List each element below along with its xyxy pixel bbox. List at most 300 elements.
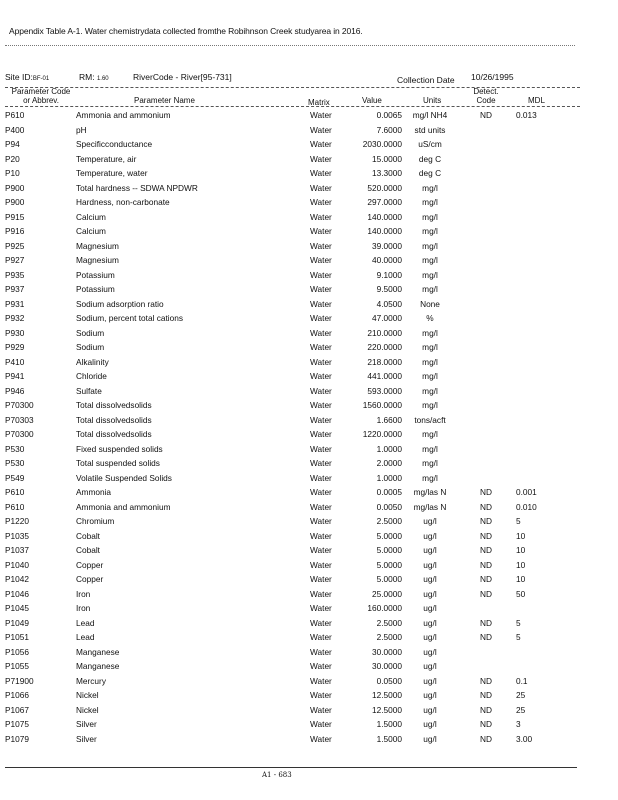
cell-matrix: Water (310, 313, 332, 323)
cell-units: mg/l (422, 284, 438, 294)
page-number: A1 - 683 (262, 771, 292, 779)
cell-parameter-name: Calcium (76, 211, 106, 222)
cell-value: 40.0000 (372, 255, 402, 265)
cell-units: mg/l (422, 400, 438, 410)
cell-parameter-name: Ammonia and ammonium (76, 501, 171, 512)
cell-parameter-code: P1040 (5, 559, 29, 570)
cell-value: 2.5000 (376, 617, 402, 628)
cell-matrix: Water (310, 588, 332, 599)
cell-units: None (420, 298, 440, 309)
cell-parameter-name: Silver (76, 719, 97, 729)
table-row (0, 211, 618, 226)
cell-matrix: Water (310, 646, 332, 657)
cell-value: 210.0000 (367, 327, 402, 338)
table-row (0, 399, 618, 414)
cell-parameter-code: P530 (5, 443, 25, 454)
table-row (0, 269, 618, 284)
cell-parameter-code: P10 (5, 168, 20, 178)
cell-parameter-code: P946 (5, 385, 25, 396)
cell-matrix: Water (310, 342, 332, 352)
cell-parameter-code: P1075 (5, 719, 29, 729)
cell-units: ug/l (423, 675, 437, 686)
col-header-detect-line2: Code (476, 96, 496, 105)
cell-matrix: Water (310, 197, 332, 207)
cell-parameter-code: P1220 (5, 516, 29, 526)
cell-units: mg/l (422, 356, 438, 367)
table-row (0, 254, 618, 269)
cell-parameter-code: P925 (5, 240, 25, 251)
cell-value: 5.0000 (376, 530, 402, 541)
cell-parameter-name: Fixed suspended solids (76, 443, 163, 454)
col-header-code-line2: or Abbrev. (23, 96, 59, 105)
cell-parameter-name: Nickel (76, 690, 99, 700)
rm-label: RM: (79, 72, 95, 82)
cell-parameter-name: Total dissolvedsolids (76, 429, 152, 439)
cell-units: ug/l (423, 632, 437, 642)
site-id-value: BF-01 (32, 76, 50, 82)
cell-matrix: Water (310, 501, 332, 512)
cell-parameter-code: P927 (5, 255, 25, 265)
cell-units: uS/cm (418, 139, 442, 149)
cell-parameter-name: Lead (76, 617, 95, 628)
cell-detect-code: ND (480, 733, 492, 744)
site-id-label: Site ID: (5, 72, 33, 82)
cell-value: 1220.0000 (362, 429, 402, 439)
table-row (0, 167, 618, 182)
cell-parameter-code: P935 (5, 269, 25, 280)
cell-matrix: Water (310, 704, 332, 715)
cell-detect-code: ND (480, 545, 492, 555)
cell-detect-code: ND (480, 675, 492, 686)
cell-detect-code: ND (480, 719, 492, 729)
cell-matrix: Water (310, 545, 332, 555)
cell-units: mg/l (422, 226, 438, 236)
cell-value: 5.0000 (376, 545, 402, 555)
cell-matrix: Water (310, 458, 332, 468)
cell-units: ug/l (423, 690, 437, 700)
river-code: RiverCode - River[95-731] (133, 72, 232, 82)
cell-value: 0.0050 (376, 501, 402, 512)
col-header-name: Parameter Name (134, 96, 195, 105)
cell-mdl: 3.00 (516, 733, 533, 744)
cell-matrix: Water (310, 298, 332, 309)
rm-value: 1.60 (96, 76, 109, 82)
cell-matrix: Water (310, 661, 332, 671)
cell-parameter-name: Cobalt (76, 545, 100, 555)
cell-parameter-name: Chromium (76, 516, 115, 526)
table-row (0, 530, 618, 545)
cell-parameter-name: Alkalinity (76, 356, 109, 367)
cell-mdl: 0.1 (516, 675, 528, 686)
cell-detect-code: ND (480, 110, 492, 120)
cell-mdl: 0.001 (516, 487, 537, 497)
table-row (0, 646, 618, 661)
cell-parameter-code: P1056 (5, 646, 29, 657)
cell-parameter-code: P1035 (5, 530, 29, 541)
table-row (0, 573, 618, 588)
table-row (0, 225, 618, 240)
cell-matrix: Water (310, 603, 332, 613)
cell-mdl: 10 (516, 574, 526, 584)
site-id (5, 72, 49, 82)
cell-parameter-name: Manganese (76, 661, 120, 671)
cell-detect-code: ND (480, 487, 492, 497)
cell-parameter-code: P932 (5, 313, 25, 323)
cell-value: 25.0000 (372, 588, 402, 599)
cell-parameter-code: P20 (5, 153, 20, 164)
table-row (0, 356, 618, 371)
cell-mdl: 25 (516, 690, 526, 700)
cell-mdl: 0.013 (516, 110, 537, 120)
cell-value: 1.0000 (376, 472, 402, 483)
table-row (0, 138, 618, 153)
cell-value: 0.0065 (376, 110, 402, 120)
cell-value: 1.6600 (376, 414, 402, 425)
cell-detect-code: ND (480, 530, 492, 541)
footer-divider (5, 767, 577, 768)
cell-units: mg/l (422, 342, 438, 352)
cell-value: 5.0000 (376, 574, 402, 584)
cell-parameter-name: Calcium (76, 226, 106, 236)
cell-parameter-code: P71900 (5, 675, 34, 686)
header-bottom-divider (5, 106, 580, 107)
cell-units: mg/l (422, 429, 438, 439)
cell-matrix: Water (310, 400, 332, 410)
cell-parameter-name: Silver (76, 733, 97, 744)
table-row (0, 602, 618, 617)
cell-parameter-code: P1051 (5, 632, 29, 642)
cell-value: 9.5000 (376, 284, 402, 294)
table-row (0, 718, 618, 733)
cell-parameter-name: Sodium (76, 327, 105, 338)
cell-mdl: 10 (516, 545, 526, 555)
cell-matrix: Water (310, 284, 332, 294)
cell-units: mg/l (422, 472, 438, 483)
cell-mdl: 10 (516, 559, 526, 570)
table-row (0, 733, 618, 748)
cell-units: mg/l (422, 182, 438, 193)
table-row (0, 472, 618, 487)
cell-parameter-name: Potassium (76, 284, 115, 294)
cell-matrix: Water (310, 719, 332, 729)
cell-value: 218.0000 (367, 356, 402, 367)
cell-matrix: Water (310, 443, 332, 454)
cell-value: 30.0000 (372, 661, 402, 671)
cell-units: mg/l (422, 269, 438, 280)
cell-parameter-name: Specificconductance (76, 139, 153, 149)
cell-matrix: Water (310, 516, 332, 526)
cell-parameter-code: P70300 (5, 429, 34, 439)
cell-value: 47.0000 (372, 313, 402, 323)
cell-matrix: Water (310, 153, 332, 164)
table-row (0, 109, 618, 124)
cell-matrix: Water (310, 414, 332, 425)
cell-value: 13.3000 (372, 168, 402, 178)
river-mile (79, 72, 109, 82)
cell-units: ug/l (423, 617, 437, 628)
cell-units: mg/l (422, 197, 438, 207)
cell-parameter-code: P530 (5, 458, 25, 468)
cell-value: 520.0000 (367, 182, 402, 193)
table-row (0, 515, 618, 530)
cell-parameter-name: Total dissolvedsolids (76, 414, 152, 425)
cell-parameter-name: Mercury (76, 675, 106, 686)
cell-mdl: 0.010 (516, 501, 537, 512)
cell-value: 39.0000 (372, 240, 402, 251)
cell-value: 12.5000 (372, 704, 402, 715)
cell-value: 12.5000 (372, 690, 402, 700)
table-row (0, 124, 618, 139)
cell-parameter-name: Magnesium (76, 255, 119, 265)
cell-units: ug/l (423, 704, 437, 715)
cell-matrix: Water (310, 429, 332, 439)
table-row (0, 196, 618, 211)
cell-detect-code: ND (480, 574, 492, 584)
cell-detect-code: ND (480, 559, 492, 570)
cell-value: 2030.0000 (362, 139, 402, 149)
cell-parameter-code: P900 (5, 182, 25, 193)
cell-value: 30.0000 (372, 646, 402, 657)
col-header-detect-line1: Detect. (473, 87, 499, 96)
table-row (0, 660, 618, 675)
cell-mdl: 5 (516, 516, 521, 526)
table-row (0, 298, 618, 313)
cell-parameter-name: Volatile Suspended Solids (76, 472, 172, 483)
cell-parameter-code: P1049 (5, 617, 29, 628)
cell-units: mg/las N (413, 487, 447, 497)
collection-date-value: 10/26/1995 (471, 72, 514, 82)
cell-parameter-name: Copper (76, 574, 104, 584)
cell-parameter-code: P549 (5, 472, 25, 483)
cell-units: mg/l (422, 443, 438, 454)
col-header-mdl: MDL (528, 96, 545, 105)
cell-parameter-code: P1067 (5, 704, 29, 715)
cell-value: 2.0000 (376, 458, 402, 468)
cell-detect-code: ND (480, 632, 492, 642)
cell-units: ug/l (423, 603, 437, 613)
cell-units: mg/l (422, 211, 438, 222)
cell-parameter-code: P941 (5, 371, 25, 381)
cell-matrix: Water (310, 168, 332, 178)
table-row (0, 153, 618, 168)
cell-parameter-name: Chloride (76, 371, 107, 381)
cell-value: 140.0000 (367, 211, 402, 222)
cell-mdl: 5 (516, 632, 521, 642)
cell-matrix: Water (310, 240, 332, 251)
cell-units: ug/l (423, 646, 437, 657)
cell-parameter-code: P1079 (5, 733, 29, 744)
cell-parameter-code: P1042 (5, 574, 29, 584)
cell-matrix: Water (310, 385, 332, 396)
cell-value: 1.5000 (376, 733, 402, 744)
col-header-detect (472, 87, 500, 105)
cell-value: 5.0000 (376, 559, 402, 570)
collection-date-label: Collection Date (397, 75, 455, 85)
cell-matrix: Water (310, 617, 332, 628)
cell-value: 2.5000 (376, 632, 402, 642)
cell-parameter-name: Total hardness -- SDWA NPDWR (76, 182, 198, 193)
col-header-matrix: Matrix (308, 98, 330, 107)
table-row (0, 704, 618, 719)
cell-detect-code: ND (480, 516, 492, 526)
cell-value: 160.0000 (367, 603, 402, 613)
cell-value: 593.0000 (367, 385, 402, 396)
cell-mdl: 50 (516, 588, 526, 599)
table-row (0, 443, 618, 458)
cell-matrix: Water (310, 110, 332, 120)
cell-parameter-name: Temperature, air (76, 153, 137, 164)
cell-value: 1560.0000 (362, 400, 402, 410)
cell-units: mg/l (422, 458, 438, 468)
cell-value: 15.0000 (372, 153, 402, 164)
cell-matrix: Water (310, 371, 332, 381)
title-divider (5, 45, 575, 46)
cell-units: mg/l (422, 240, 438, 251)
table-row (0, 689, 618, 704)
cell-value: 441.0000 (367, 371, 402, 381)
cell-matrix: Water (310, 690, 332, 700)
cell-matrix: Water (310, 124, 332, 135)
table-row (0, 414, 618, 429)
cell-parameter-name: Ammonia (76, 487, 112, 497)
cell-matrix: Water (310, 356, 332, 367)
table-row (0, 370, 618, 385)
cell-parameter-code: P610 (5, 110, 25, 120)
col-header-value: Value (362, 96, 382, 105)
cell-matrix: Water (310, 733, 332, 744)
col-header-code (5, 87, 77, 105)
cell-parameter-name: Potassium (76, 269, 115, 280)
cell-matrix: Water (310, 675, 332, 686)
cell-parameter-code: P400 (5, 124, 25, 135)
col-header-code-line1: Parameter Code (11, 87, 71, 96)
cell-parameter-name: Manganese (76, 646, 120, 657)
cell-units: mg/las N (413, 501, 447, 512)
cell-matrix: Water (310, 211, 332, 222)
cell-units: mg/l (422, 327, 438, 338)
table-row (0, 486, 618, 501)
cell-parameter-code: P916 (5, 226, 25, 236)
cell-parameter-name: Sodium adsorption ratio (76, 298, 164, 309)
cell-mdl: 25 (516, 704, 526, 715)
cell-detect-code: ND (480, 690, 492, 700)
cell-parameter-name: Sodium (76, 342, 105, 352)
cell-mdl: 5 (516, 617, 521, 628)
cell-detect-code: ND (480, 617, 492, 628)
cell-value: 140.0000 (367, 226, 402, 236)
cell-parameter-name: Ammonia and ammonium (76, 110, 171, 120)
cell-parameter-code: P930 (5, 327, 25, 338)
cell-parameter-code: P410 (5, 356, 25, 367)
cell-detect-code: ND (480, 704, 492, 715)
cell-units: ug/l (423, 719, 437, 729)
cell-parameter-name: Iron (76, 588, 91, 599)
table-row (0, 675, 618, 690)
cell-matrix: Water (310, 269, 332, 280)
cell-units: ug/l (423, 516, 437, 526)
cell-value: 220.0000 (367, 342, 402, 352)
cell-detect-code: ND (480, 501, 492, 512)
cell-units: mg/l (422, 255, 438, 265)
cell-matrix: Water (310, 255, 332, 265)
cell-parameter-code: P929 (5, 342, 25, 352)
cell-parameter-name: Total dissolvedsolids (76, 400, 152, 410)
cell-units: mg/l (422, 385, 438, 396)
table-row (0, 327, 618, 342)
cell-units: deg C (418, 153, 442, 164)
cell-matrix: Water (310, 559, 332, 570)
cell-parameter-code: P70300 (5, 400, 34, 410)
cell-value: 297.0000 (367, 197, 402, 207)
cell-matrix: Water (310, 530, 332, 541)
table-row (0, 312, 618, 327)
cell-matrix: Water (310, 632, 332, 642)
table-row (0, 631, 618, 646)
cell-parameter-code: P1037 (5, 545, 29, 555)
cell-value: 4.0500 (376, 298, 402, 309)
table-row (0, 588, 618, 603)
data-table-body (0, 109, 618, 747)
cell-parameter-code: P915 (5, 211, 25, 222)
cell-value: 0.0005 (376, 487, 402, 497)
cell-matrix: Water (310, 327, 332, 338)
cell-value: 0.0500 (376, 675, 402, 686)
cell-parameter-name: pH (76, 124, 87, 135)
cell-parameter-code: P900 (5, 197, 25, 207)
cell-units: ug/l (423, 530, 437, 541)
cell-parameter-code: P94 (5, 139, 20, 149)
table-row (0, 617, 618, 632)
cell-parameter-name: Cobalt (76, 530, 100, 541)
table-title: Appendix Table A-1. Water chemistrydata collected fromthe Robihnson Creek studyarea in 2016. (9, 26, 363, 36)
cell-matrix: Water (310, 226, 332, 236)
cell-units: mg/l (422, 371, 438, 381)
table-row (0, 428, 618, 443)
cell-units: deg C (418, 168, 442, 178)
cell-parameter-code: P1045 (5, 603, 29, 613)
cell-units: std units (414, 124, 446, 135)
cell-parameter-name: Nickel (76, 704, 99, 715)
cell-matrix: Water (310, 472, 332, 483)
cell-matrix: Water (310, 182, 332, 193)
col-header-units: Units (423, 96, 442, 105)
cell-value: 1.0000 (376, 443, 402, 454)
cell-parameter-code: P937 (5, 284, 25, 294)
cell-units: ug/l (423, 733, 437, 744)
cell-parameter-name: Iron (76, 603, 91, 613)
table-row (0, 559, 618, 574)
table-row (0, 385, 618, 400)
cell-units: ug/l (423, 661, 437, 671)
cell-units: ug/l (423, 574, 437, 584)
cell-units: ug/l (423, 559, 437, 570)
cell-units: ug/l (423, 545, 437, 555)
cell-parameter-name: Sodium, percent total cations (76, 313, 183, 323)
cell-parameter-name: Copper (76, 559, 104, 570)
table-row (0, 182, 618, 197)
cell-parameter-name: Sulfate (76, 385, 102, 396)
table-row (0, 501, 618, 516)
cell-units: % (426, 313, 434, 323)
table-row (0, 457, 618, 472)
cell-parameter-code: P1046 (5, 588, 29, 599)
cell-parameter-code: P1055 (5, 661, 29, 671)
cell-parameter-name: Total suspended solids (76, 458, 160, 468)
cell-value: 7.6000 (376, 124, 402, 135)
cell-parameter-code: P1066 (5, 690, 29, 700)
cell-mdl: 10 (516, 530, 526, 541)
cell-matrix: Water (310, 139, 332, 149)
